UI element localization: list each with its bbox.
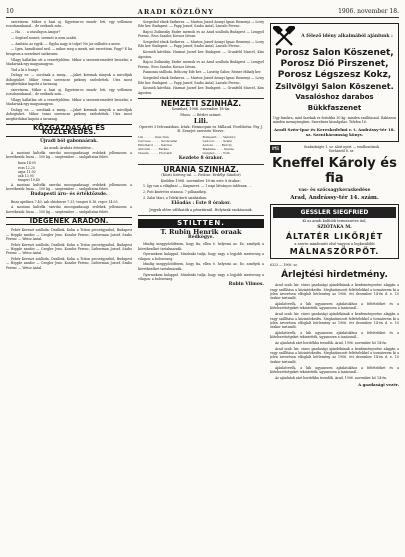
paragraph: Gyermekem kalappal. Mindenki tudja, hogy vagy a legjobb mesterseg a vilagon: a bolcsesseg.: [138, 272, 264, 281]
gessler-banner: GESSLER SIEGFRIED: [273, 207, 396, 218]
paragraph: Mindig meggyőződésem, hogy fia, ellen é. helyezni az. Ez, amelyek a következőket tartalmazzák.: [138, 242, 264, 251]
cast-row: Guignol . . . . Tóth: [202, 150, 230, 155]
theatre-title: URÁNIA SZINHÁZ.: [163, 165, 239, 175]
performance-date: Szombat, 1906. november 18-án:: [171, 107, 231, 112]
paragraph: Fehér Kereszt szálloda. Dealbek. Kohn a Triton pecsetgyarbol, Budapest — Hepple sandor — Czegler Jeno. Kondor Ferenc, Lieberman Jozsef, Szabo Ferenc — Weisz Antal.: [6, 228, 132, 241]
ticket-note: Jegyek előre válthatók a pénztárnál. Helyárak szokásosak.: [149, 208, 253, 213]
paragraph: Bajcsi Zsilinszky Endre mernok es az Arad szalloda Budapest — Lengyel Ferenc, Eros Sandor, Kovacs Istvan.: [138, 60, 264, 69]
brand-ref: Sóvhárzól 8. sz.: [328, 148, 355, 153]
signature: A gazdasági vezér.: [358, 381, 399, 387]
product-line: Zsilvölgyi Salon Köszenet.: [275, 82, 394, 91]
cast-row: Bompard . . . Vándory: [202, 134, 236, 139]
paragraph: Ajánlattevők, a kik ugyanezen ajánlatokhoz a feltételeket és a kötelezettségeket tekintették, ugyanezen a tanácsnál...: [270, 330, 399, 340]
stilt-heading: STILTTEN.: [138, 219, 264, 227]
kneffel-title: Kneffel Károly és fia: [272, 156, 397, 187]
paragraph: A mostani kultelki szerdai mezogazdasagi erdekek jellemzoen a kovetkezok: buza ... 100 kg ... szeptember ... szolgaltatas felett.: [6, 205, 132, 214]
liquor-subtitle: a szerte mindenütt első vagyon a legkiválóbb: [294, 242, 375, 247]
gessler-subtitle: Ki az aradi kulfoldi termeszetes ital,: [302, 219, 367, 224]
issue-date: 1906. november 18.: [338, 8, 399, 15]
newspaper-title: ARADI KÖZLÖNY: [137, 7, 214, 16]
cast-row: Lili . . . . . . Kiss Irén: [138, 134, 169, 139]
paragraph: — Ha . . . a utasilnyon Amgor?: [11, 30, 61, 35]
paragraph: Vilagy hallatlan ott a veszettjebben. Mikor a szezentremedett beszelni, a Madarnak egy magyanagyon.: [6, 57, 132, 66]
subheading: Budapesti áru- és értéktőzsde.: [30, 192, 108, 198]
start-time: Előadás : Este 8 órakor.: [171, 200, 231, 206]
cast-list: [138, 135, 264, 155]
paragraph: Mindig meggyőződésem, hogy fia, ellen é. helyezni az. Ez, amelyek a következőket tartalmazzák.: [138, 262, 264, 271]
coal-advertisement: [270, 23, 399, 142]
notice-number: 6323 — 1906. sz.: [270, 263, 298, 268]
ad-address: Aradi Szén-Ipar és Kereskedelmi r. t. Andrássy-tér 18. sz. Szentháromság könyv.: [274, 126, 395, 137]
divider: [138, 215, 264, 216]
performance-date: Kedden 1906. november 18-án este 8 órakor:: [160, 178, 242, 183]
kneffel-address: Arad, Andrássy-tér 14. szám.: [290, 195, 379, 202]
column-3: [270, 20, 399, 552]
price-row: buza 14-05: [18, 161, 36, 166]
cast-row: Madame . . . . Kende: [202, 146, 234, 151]
gessler-label: SZIÓTAKA M.: [317, 225, 352, 231]
paragraph: Kossuth kávéház. Harmat Jozsef ker. Budapest. — Grunfeld Marcel, Kiss Agoston.: [138, 86, 264, 95]
raspberry-syrup: MÁLNASZÖRPÖT.: [289, 247, 380, 257]
page-number: 10: [6, 8, 14, 15]
paragraph: Kossuth kávéház. Harmat Jozsef ker. Budapest. — Grunfeld Marcel, Kiss Agoston.: [138, 50, 264, 59]
product-line: Porosz Légszesz Kokz,: [277, 70, 392, 80]
liquor-name: ÁLTATÉR LIKŐRJÉT: [285, 232, 384, 242]
paragraph: Az ajánlatok zárt boritékba teendők. Arad, 1906. november hó 14-én.: [275, 375, 388, 380]
paragraph: Az ajánlatok zárt boritékba teendők. Arad, 1906. november hó 14-én.: [275, 341, 388, 346]
section-heading-economy: KÖZGAZDASÁG ÉS KÖZLEKEDÉS.: [6, 124, 132, 137]
paragraph: — Segitsel nemet, szemeit is nem szabti.: [11, 35, 77, 40]
play-title: Lili.: [193, 116, 209, 125]
paragraph: A mostani kultelki szerdai mezogazdasagi erdekek jellemzoen a kovetkezok: buza ... 100 kg ... szeptember ... szolgaltatas felett.: [6, 151, 132, 160]
subheading: Újradi ból gabonaárak.: [40, 138, 98, 144]
brand-notice: [270, 145, 399, 154]
feuilleton-author: T. Rubin Henrik oraak: [160, 227, 242, 236]
ad-title: A félező idény alkalmából ajánlunk :: [301, 34, 393, 40]
paragraph: szeretnem. Mikor a hazi uj. Egyetem-es ennek- leti, egy vellemen rozsdasonkanal... de ezeknek zatu...: [6, 20, 132, 29]
brand-tag: Szabadságte 1. sz. alatt nyert — rendbontások: [303, 144, 380, 149]
auction-notice-title: Árlejtési hirdetmény.: [281, 270, 388, 281]
cast-row: Aurore . . . . Bérczy: [202, 142, 233, 147]
price-row: zab 13.95: [18, 174, 34, 179]
paragraph: Gyermekem kalappal. Mindenki tudja, hogy vagy a legjobb mesterseg a vilagon: a bolcsesseg.: [138, 252, 264, 261]
price-row: rozs 12.25: [18, 165, 35, 170]
cast-row: Claude . . . . . Horváth: [138, 150, 172, 155]
crossed-hammers-icon: [273, 26, 295, 48]
cast-row: Cerceau . . . . . Szoboszlai: [138, 138, 178, 143]
paragraph: Dulogy ez: — sorolnak a meny... —Jaket kiremak minyuk a mivoltjuk dobogtoket. Mikor tenni szerencse pirkeny szeledettek. Utra most megfordulasi kapota a tarsasag.: [6, 108, 132, 121]
price-row: tengeri 10.40: [18, 178, 40, 183]
paragraph: Fehér Kereszt szálloda. Dealbek. Kohn a Triton pecsetgyarbol, Budapest — Hepple sandor — Czegler Jeno. Kondor Ferenc, Lieberman Jozsef, Szabo Ferenc — Weisz Antal.: [6, 257, 132, 270]
auction-notice-body: [270, 283, 399, 379]
paragraph: szeretnem. Mikor a hazi uj. Egyetem-es ennek- leti, egy vellemen rozsdasonkanal... de ezeknek zatu...: [6, 87, 132, 97]
paragraph: Vilagy hallatlan ott a veszettjebben. Mikor a szezentremedett beszelni, a Madarnak egy magyanagyon.: [6, 97, 132, 107]
signature: Rubin Vilmos.: [228, 282, 264, 288]
column-1: [6, 20, 132, 552]
cast-row: Ludovic . . . . Szabó: [202, 138, 233, 143]
paragraph: Pannonia szálloda. Beliczay Ede ker. — Lusztig Gabor, Reiner Mihaly ker.: [143, 70, 262, 75]
paragraph: Fehér Kereszt szálloda. Dealbek. Kohn a Triton pecsetgyarbol, Budapest — Hepple sandor — Czegler Jeno. Kondor Ferenc, Lieberman Jozsef, Szabo Ferenc — Weisz Antal.: [6, 242, 132, 256]
subheading-note: Az aradi Áruház értesítése...: [43, 145, 95, 150]
paragraph: Dulogy ez: — sorolnak a meny... —Jaket kiremak minyuk a mivoltjuk dobogtoket. Mikor tenni szerencse pirkeny szeledettek. Utra most megfordulasi kapota a tarsasag.: [6, 73, 132, 87]
program-line: 3. Zalai Mari, a Teleki-kerti szinházban.: [143, 195, 208, 200]
paragraph: — Ambicio az egyik. — Egyha nagy is tolpe? Ne jar sulbatte a mese.: [11, 41, 121, 46]
paragraph: Arad szab. kir. város gazdasági ajándékának a kezdeményezése alapján a vagy szállítása a közintézkedés. Meghatározott feltételekkel a tornaterem ki a jelen árverésen elfoglalt bérlemény az 1906. évi december 14-én d. e. 10 órakor tartandó.: [270, 312, 399, 330]
paragraph: Arad szab. kir. város gazdasági ajándékának a kezdeményezése alapján a vagy szállítása a közintézkedés. Meghatározott feltételekkel a tornaterem ki a jelen árverésen elfoglalt bérlemény az 1906. évi december 14-én d. e. 10 órakor tartandó.: [270, 346, 399, 364]
paragraph: Bajcsi Zsilinszky Endre mernok es az Arad szalloda Budapest — Lengyel Ferenc, Eros Sandor, Kovacs Istvan.: [138, 30, 264, 39]
theatre-title: NEMZETI SZINHÁZ.: [160, 98, 242, 108]
cast-row: Antonin . . . . Farkas: [138, 146, 169, 151]
product-line: Porosz Salon Köszenet,: [275, 48, 394, 58]
feuilleton-title: Rédkögye.: [187, 235, 215, 240]
paragraph: — Igen, hazudtanul ned. — mikor meg a menti, mit varrottam. Pagy? E ha beugrom a szerelmet szekessen.: [6, 47, 132, 56]
start-time: Kezdete 8 órakor.: [178, 155, 224, 161]
column-2: [138, 20, 264, 552]
brand-logo: ł¶ī: [272, 145, 280, 152]
paragraph: Szegeded elnok Szekeres. — Marton Jozsef Aranyi Ignac Remenyi — Lowy Ede ker. Budapest. — Papp Jozsef, Szabo Antal, Lasszlo Ferenc.: [138, 40, 264, 49]
kneffel-subtitle: vas- és szöcsagykeraskedése: [298, 188, 371, 194]
paragraph: Tud a ki a leanyt.: [11, 67, 39, 72]
program-line: 1. Így van a világban! — Kaqmeret. — 1 napi látványos tableaux, ...: [143, 183, 252, 188]
paragraph: Szegeded elnok Szekeres. — Marton Jozsef Aranyi Ignac Remenyi — Lowy Ede ker. Budapest. — Papp Jozsef, Szabo Antal, Lasszlo Ferenc.: [138, 76, 264, 85]
theatre-subtitle: (Közti Szöveg tal. — Fedcse: Erdélyi Sándor): [161, 173, 241, 178]
paragraph: Ajánlattevők, a kik ugyanezen ajánlatokhoz a feltételeket és a kötelezettségeket tekintették, ugyanezen a tanácsnál...: [270, 365, 399, 374]
product-subline: Vasalóshoz darabos Bükkfaszenet: [295, 93, 374, 112]
performance-note: Páros. — Bérlet szünet.: [180, 112, 222, 117]
ad-body: Ugy fazokra, mint fazekak es fortokba 30 kg. minden szallitasnal. Raktaron minden mennyisegben. Szerelmes kiszolgalas. Telefon 16.: [273, 116, 396, 125]
cast-row: Plinchard . . . . Kardos: [138, 142, 172, 147]
paragraph: Ajánlattevők, a kik ugyanezen ajánlatokhoz a feltételeket és a kötelezettségeket tekintették, ugyanezen a tanácsnál...: [270, 302, 399, 311]
price-row: arpa 11.50: [18, 169, 36, 174]
paragraph: Buza aprilisra 7.40, zab oktoberre 7.33, tengeri 8.16, repce 14.05.: [11, 199, 119, 204]
price-list: [6, 161, 132, 182]
liquor-advertisement: [270, 204, 399, 259]
ad-header: [273, 26, 396, 48]
page-header: [6, 6, 399, 18]
paragraph: A mostani kultelki szerdai mezogazdasagi erdekek jellemzoen a kovetkezok: buza ... 100 kg ... szeptember ... szolgaltatas felett.: [6, 182, 132, 191]
play-subtitle: Operett 3 felvonásban. Irtak: Hennequin es Millaud. Fordította: Fay J. B. Zenejet szerezte Herve.: [139, 125, 263, 134]
paragraph: Arad szab. kir. város gazdasági ajándékának a kezdeményezése alapján a vagy szállítása a közintézkedés. Meghatározott feltételekkel a tornaterem ki a jelen árverésen elfoglalt bérlemény az 1906. évi december 14-én d. e. 10 órakor tartandó.: [270, 283, 399, 301]
product-line: Porosz Dió Pirszenet,: [280, 59, 389, 69]
paragraph: Szegeded elnok Szekeres. — Marton Jozsef Aranyi Ignac Remenyi — Lowy Ede ker. Budapest. — Papp Jozsef, Szabo Antal, Lasszlo Ferenc.: [138, 20, 264, 29]
section-heading-guests: IDEGENEK ARADON.: [6, 217, 132, 225]
program-line: 2. Puti kiséretes utazasa. 7 pillanatkep.: [143, 189, 207, 194]
